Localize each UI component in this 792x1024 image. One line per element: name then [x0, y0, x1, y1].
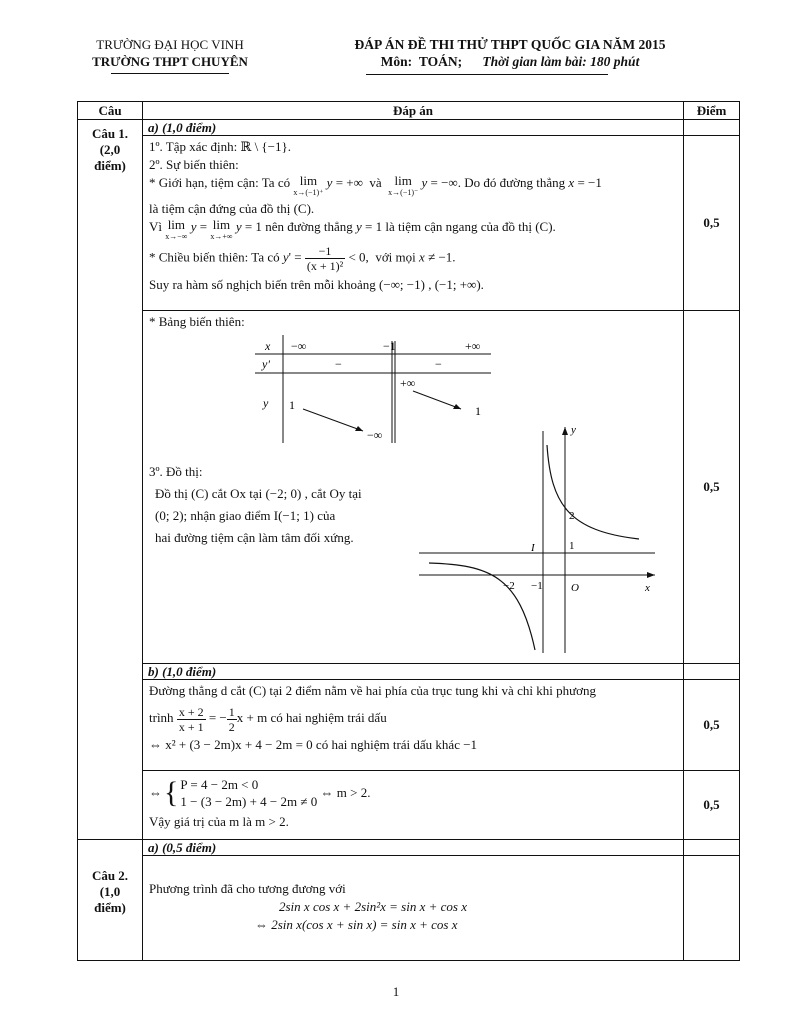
q2-part-a-row: [78, 840, 740, 856]
q1-block-4-points: 0,5: [684, 771, 740, 840]
bbt-arrow-1: [303, 409, 363, 431]
q1-block-4: [78, 771, 740, 840]
exam-title: ĐÁP ÁN ĐỀ THI THỬ THPT QUỐC GIA NĂM 2015: [354, 37, 666, 52]
school-name-1: TRƯỜNG ĐẠI HỌC VINH: [96, 37, 244, 52]
answer-table: [77, 101, 740, 961]
bbt-m1: −1: [383, 339, 396, 353]
bbt-pinf: +∞: [465, 339, 481, 353]
q2-label: Câu 2. (1,0 điểm): [78, 840, 143, 961]
exam-time: Thời gian làm bài: 180 phút: [482, 54, 640, 69]
page-number: 1: [392, 984, 400, 999]
tick-1: 1: [569, 540, 575, 552]
bbt-left-one: 1: [289, 398, 295, 412]
q1-block-2-points: 0,5: [684, 311, 740, 664]
q1-label: Câu 1. (2,0 điểm): [78, 120, 143, 840]
bbt-sign-1: −: [335, 357, 342, 371]
q2-block-1: [78, 856, 740, 961]
tick-2: 2: [569, 510, 575, 522]
q1-part-a-title: a) (1,0 điểm): [143, 120, 684, 136]
origin-label: O: [571, 582, 579, 594]
q1-part-a-row: [78, 120, 740, 136]
tick-m2: −2: [503, 580, 515, 592]
q1-block-3: [78, 680, 740, 771]
bbt-x-label: x: [265, 339, 271, 353]
table-header-row: [78, 102, 740, 120]
q1-block-1-content: 1º. Tập xác định: ℝ \ {−1}. 2º. Sự biến thiên: * Giới hạn, tiệm cận: Ta có lim x→(−1)⁺ y = +∞ và lim x→(−1)⁻ y = −∞. Do đó đường thẳng x = −1 là tiệm cận đứng của đồ thị (C). Vì lim x→−∞ y = lim x→+∞ y = 1 nên đường thẳng y = 1 là tiệm cận ngang của đồ thị (C). * Chiều biến thiên: Ta có y' = $\frac{-1}{\text{(x + 1)²}}$ < 0, với mọi x ≠ −1. Suy ra hàm số nghịch biến trên mỗi khoảng (−∞; −1) , (−1; +∞).: [143, 136, 684, 311]
graph-right-branch: [547, 445, 639, 539]
y-axis-label: y: [571, 425, 576, 436]
q1-part-b-row: [78, 664, 740, 680]
exam-subtitle: [300, 53, 720, 70]
col-header-dapan: Đáp án: [143, 102, 684, 120]
q1-block-4-content: ⇔ { P = 4 − 2m < 0 1 − (3 − 2m) + 4 − 2m ≠ 0 ⇔ m > 2. Vậy giá trị của m là m > 2.: [143, 771, 684, 840]
graph-description: 3º. Đồ thị: Đồ thị (C) cắt Ox tại (−2; 0) , cắt Oy tại (0; 2); nhận giao điểm I(−1; 1) của hai đường tiệm cận làm tâm đối xứng.: [149, 464, 362, 545]
q1-block-3-content: Đường thẳng d cắt (C) tại 2 điểm nằm về hai phía của trục tung khi và chỉ khi phương trình $\frac{x + 2}{x + 1}$ = − $\frac{1}{2}$ x + m có hai nghiệm trái dấu ⇔ x² + (3 − 2m)x + 4 − 2m = 0 có hai nghiệm trái dấu khác −1: [143, 680, 684, 771]
function-graph: [419, 425, 659, 655]
empty-points: [684, 120, 740, 136]
x-axis-label: x: [645, 582, 650, 594]
bbt-right-one: 1: [475, 404, 481, 418]
bbt-ninf-bottom: −∞: [367, 428, 383, 442]
q1-block-2-content: * Bảng biến thiên: x −∞ −1 +∞ y' − − y 1 −∞ +∞ 1 3º. Đồ thị: Đồ thị (C) cắt Ox tại (−2; 0) , cắt Oy tại (0; 2); nhận giao điểm I(−1; 1) của hai đường tiệm cận làm tâm đối xứng. y x O −2 −1 1 2 I: [143, 311, 684, 664]
col-header-cau: Câu: [78, 102, 143, 120]
col-header-diem: Điểm: [684, 102, 740, 120]
q1-block-2: [78, 311, 740, 664]
tick-m1: −1: [531, 580, 543, 592]
subject-label: Môn:: [380, 54, 413, 69]
bbt-arrow-2: [413, 391, 461, 409]
graph-left-branch: [429, 563, 535, 650]
q1-block-1: [78, 136, 740, 311]
bbt-y-label: y: [263, 396, 269, 410]
bbt-ninf: −∞: [291, 339, 307, 353]
subject-name: TOÁN;: [418, 54, 463, 69]
bbt-yp-label: y': [262, 357, 270, 371]
header-underline: [111, 73, 229, 74]
exam-header: [300, 36, 720, 70]
q1-part-b-title: b) (1,0 điểm): [143, 664, 684, 680]
school-name-2: TRƯỜNG THPT CHUYÊN: [92, 54, 248, 69]
bbt-pinf-top: +∞: [400, 376, 416, 390]
subtitle-underline: [366, 74, 608, 75]
school-header: [70, 36, 270, 74]
q1-block-1-points: 0,5: [684, 136, 740, 311]
q1-block-3-points: 0,5: [684, 680, 740, 771]
center-label: I: [531, 542, 535, 554]
q2-block-1-points: [684, 856, 740, 961]
bbt-sign-2: −: [435, 357, 442, 371]
q2-block-1-content: Phương trình đã cho tương đương với 2sin x cos x + 2sin²x = sin x + cos x ⇔ 2sin x(cos x + sin x) = sin x + cos x: [143, 856, 684, 961]
empty-points: [684, 840, 740, 856]
q2-part-a-title: a) (0,5 điểm): [143, 840, 684, 856]
empty-points: [684, 664, 740, 680]
